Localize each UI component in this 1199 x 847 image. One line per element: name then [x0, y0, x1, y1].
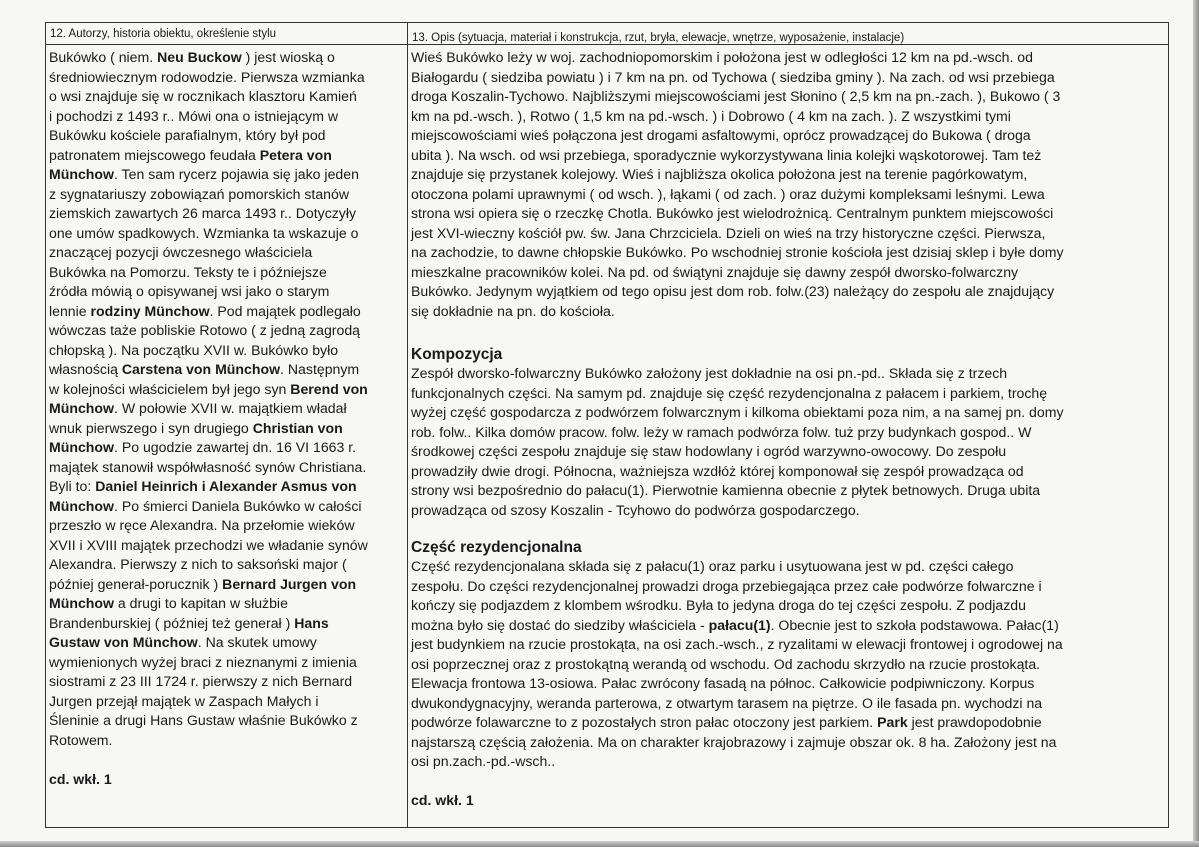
text-line: wnuk pierwszego i syn drugiego Christian von [49, 419, 343, 436]
text-line: Münchow. Po śmierci Daniela Bukówko w całości [49, 497, 362, 514]
text-line: otoczona polami uprawnymi ( od wsch. ), łąkami ( od zach. ) oraz dużymi kompleksami leśnymi. Lewa [411, 185, 1045, 202]
text-line: znaczącej pozycji ówczesnego właściciela [49, 244, 313, 260]
text-line: prowadziły dwie drogi. Północna, ważniejsza wzdłóż której komponował się zespół prowadząca od [411, 462, 1024, 479]
text-line: patronatem miejscowego feudała Petera von [49, 146, 332, 163]
text-line: mieszkalne pracowników kolei. Na pd. od świątyni znajduje się dawny zespół dworsko-folwarczny [411, 263, 1019, 280]
text-line: najstarszą częścią założenia. Ma on charakter krajobrazowy i zajmuje obszar ok. 8 ha. Założony jest na [411, 733, 1057, 750]
text-line: podwórze folawarczne to z pozostałych stron pałac otoczony jest parkiem. Park jest prawdopodobnie [411, 714, 1042, 730]
text-line: dwukondygnacyjny, weranda parterowa, z otwartym tarasem na piętrze. O ile fasada pn. wychodzi na [411, 694, 1043, 711]
text-line: strony wsi bezpośrednio do pałacu(1). Pierwotnie kamienna obecnie z płytek betnowych. Druga ubita [411, 482, 1041, 498]
text-line: osi pn.zach.-pd.-wsch.. [411, 753, 556, 769]
text-line: później generał-porucznik ) Bernard Jurgen von [49, 575, 357, 592]
text-line: wówczas taże pobliskie Rotowo ( z jedną zagrodą [49, 322, 361, 338]
text-line: jest XVI-wieczny kościół pw. św. Jana Chrzciciela. Dzieli on wieś na trzy historyczne części. Pierwsza, [411, 224, 1046, 241]
scan-edge-bottom [0, 841, 1199, 847]
text-line: one umów spadkowych. Wzmianka ta wskazuje o [49, 224, 359, 241]
rezydencjonalna-paragraph [411, 557, 1163, 772]
text-line: Śleninie a drugi Hans Gustaw właśnie Bukówko z [49, 712, 358, 728]
text-line: na zachodzie, to dawne chłopskie Bukówko. Po wschodniej stronie kościoła jest dzisiaj sklep i byłe domy [411, 244, 1064, 260]
text-line: miejscowościami wieś połączona jest drogami asfaltowymi, oprócz prowadzącej do Bukowa ( droga [411, 127, 1031, 143]
text-line: Część rezydencjonalana składa się z pałacu(1) oraz parku i usytuowana jest w pd. części całego [411, 558, 1014, 574]
text-line: Münchow. Ten sam rycerz pojawia się jako jeden [49, 166, 359, 182]
text-line: Münchow. W połowie XVII w. majątkiem władał [49, 400, 347, 416]
text-line: Gustaw von Münchow. Na skutek umowy [49, 634, 317, 650]
column-divider [407, 22, 408, 828]
scan-edge-right [1193, 0, 1199, 847]
left-section-title: 12. Autorzy, historia obiektu, określenie stylu [50, 28, 277, 40]
description-footer-note: cd. wkł. 1 [411, 792, 474, 808]
text-line: ubita ). Na wsch. od wsi przebiega, sporadycznie wykorzystywana linia kolejki wąskotorowej. Tam też [411, 146, 1042, 163]
text-line: osi poprzecznej oraz z prostokątną werandą od wschodu. Od zachodu skrzydło na rzucie prostokąta. [411, 655, 1041, 672]
text-line: Białogardu ( siedziba powiatu ) i 7 km na pn. od Tychowa ( siedziba gminy ). Na zach. od wsi przebiega [411, 68, 1055, 85]
text-line: Münchow. Po ugodzie zawartej dn. 16 VI 1663 r. [49, 439, 357, 455]
text-line: Alexandra. Pierwszy z nich to saksoński major ( [49, 556, 347, 572]
text-line: można było się dostać do siedziby właściciela - pałacu(1). Obecnie jest to szkoła podstawowa. Pałac(1) [411, 616, 1059, 633]
kompozycja-heading: Kompozycja [411, 345, 503, 363]
history-text-column [49, 48, 404, 789]
history-footer-note: cd. wkł. 1 [49, 770, 112, 787]
text-line: Rotowem. [49, 731, 113, 748]
text-line: Bukówku kościele parafialnym, który był pod [49, 127, 326, 143]
location-paragraph [411, 48, 1163, 321]
text-line: km na pd.-wsch. ), Rotwo ( 1,5 km na pd.-wsch. ) i Dobrowo ( 4 km na zach. ). Z wszystkimi tymi [411, 107, 1011, 124]
text-line: rob. folw.. Kilka domów pracow. folw. leży w ramach podwórza folw. tuż przy budynkach gospod.. W [411, 423, 1032, 440]
text-line: środkowej części zespołu znajduje się staw hodowlany i ogród warzywno-owocowy. Do zespołu [411, 443, 1007, 459]
text-line: Bukówko ( niem. Neu Buckow ) jest wioską o [49, 49, 335, 65]
text-line: źródła mówią o opisywanej wsi jako o starym [49, 283, 330, 299]
text-line: chłopską ). Na początku XVII w. Bukówko było [49, 341, 339, 358]
text-line: droga Koszalin-Tychowo. Najbliższymi miejscowościami jest Słonino ( 2,5 km na pn.-zach. ), Bukowo ( 3 [411, 88, 1061, 104]
text-line: Wieś Bukówko leży w woj. zachodniopomorskim i położona jest w odległości 12 km na pd.-wsch. od [411, 49, 1033, 65]
text-line: Elewacja frontowa 13-osiowa. Pałac zwrócony fasadą na północ. Całkowicie podpiwniczony. Korpus [411, 675, 1035, 691]
text-line: Bukówko. Jedynym wyjątkiem od tego opisu jest dom rob. folw.(23) należący do zespołu ale znajdujący [411, 283, 1055, 299]
text-line: znajduje się przystanek kolejowy. Wieś i najbliższa okolica położona jest na terenie pagórkowatym, [411, 166, 1028, 182]
text-line: kończy się podjazdem z klombem wśrodku. Była to jedyna droga do tej części zespołu. Z podjazdu [411, 597, 1026, 613]
text-line: Byli to: Daniel Heinrich i Alexander Asmus von [49, 478, 357, 494]
text-line: o wsi znajduje się w rocznikach klasztoru Kamień [49, 88, 357, 104]
text-line: prowadząca od szosy Koszalin - Tcyhowo do podwórza gospodarczego. [411, 501, 860, 518]
text-line: jest budynkiem na rzucie prostokąta, na osi zach.-wsch., z ryzalitami w elewacji frontowej i ogrodowej na [411, 636, 1063, 652]
kompozycja-paragraph [411, 364, 1163, 520]
text-line: Jurgen przejął majątek w Zaspach Małych i [49, 692, 319, 709]
description-text-column [411, 48, 1163, 811]
text-line: w kolejności właścicielem był jego syn Berend von [49, 380, 368, 397]
rezydencjonalna-heading: Część rezydencjonalna [411, 538, 582, 556]
text-line: przeszło w ręce Alexandra. Na przełomie wieków [49, 517, 355, 533]
text-line: Münchow a drugi to kapitan w służbie [49, 595, 288, 611]
text-line: XVII i XVIII majątek przechodzi we władanie synów [49, 536, 368, 553]
text-line: Zespół dworsko-folwarczny Bukówko założony jest dokładnie na osi pn.-pd.. Składa się z trzech [411, 365, 1008, 381]
text-line: lennie rodziny Münchow. Pod majątek podlegało [49, 302, 361, 319]
text-line: i pochodzi z 1493 r.. Mówi ona o istniejącym w [49, 107, 339, 124]
text-line: średniowiecznym rodowodzie. Pierwsza wzmianka [49, 68, 365, 85]
text-line: majątek stanowił współwłasność synów Christiana. [49, 458, 367, 475]
text-line: strona wsi opiera się o rzeczkę Chotla. Bukówko jest wielodrożnicą. Centralnym punktem miejscowości [411, 205, 1054, 221]
history-paragraph [49, 48, 404, 750]
text-line: z sygnatariuszy zobowiązań pomorskich stanów [49, 185, 350, 202]
text-line: się dokładnie na pn. do kościoła. [411, 302, 615, 319]
text-line: własnością Carstena von Münchow. Następnym [49, 361, 360, 377]
text-line: funkcjonalnych części. Na samym pd. znajduje się część rezydencjonalna z pałacem i parkiem, trochę [411, 384, 1048, 401]
text-line: ziemskich zawartych 26 marca 1493 r.. Dotyczyły [49, 205, 357, 221]
text-line: Brandenburskiej ( później też generał ) Hans [49, 614, 329, 631]
text-line: Bukówka na Pomorzu. Teksty te i późniejsze [49, 263, 327, 280]
text-line: zespołu. Do części rezydencjonalnej prowadzi droga przebiegająca przez całe podwórze folwarczne i [411, 577, 1042, 594]
right-section-title: 13. Opis (sytuacja, materiał i konstrukcja, rzut, bryła, elewacje, wnętrze, wyposażenie, instalacje) [412, 32, 905, 44]
text-line: wyżej część gospodarcza z podwórzem folwarcznym i kilkoma obiektami poza nim, a na samej pn. domy [411, 404, 1064, 420]
text-line: siostrami z 23 III 1724 r. pierwszy z nich Bernard [49, 673, 353, 689]
text-line: wymienionych wyżej braci z nieznanymi z imienia [49, 653, 357, 670]
